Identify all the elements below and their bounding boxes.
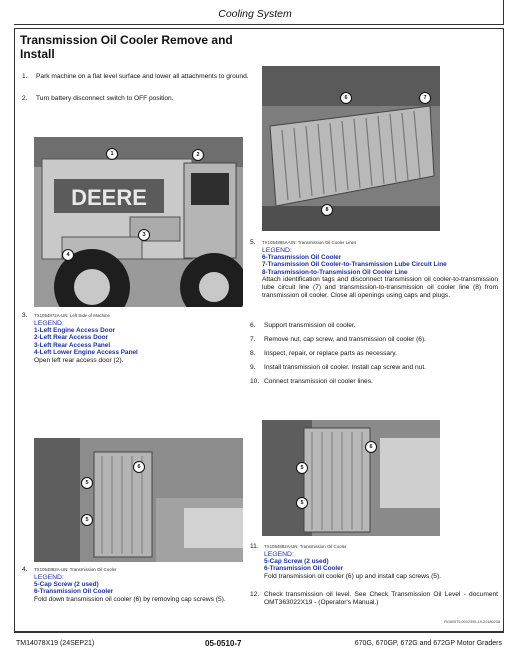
reference-code: RG60575,0002395-19-20180208 — [444, 620, 500, 624]
step-1 — [22, 73, 250, 91]
step-text: Support transmission oil cooler. — [264, 322, 356, 329]
step-text: Connect transmission oil cooler lines. — [264, 378, 373, 385]
step-10 — [250, 378, 498, 392]
callout-2: 2 — [192, 149, 204, 161]
figure-11-block — [250, 543, 498, 581]
legend-item: 6-Transmission Oil Cooler — [264, 565, 344, 573]
header-rule — [14, 24, 504, 25]
step-text: Fold down transmission oil cooler (6) by removing cap screws (5). — [34, 595, 226, 603]
step-number: 1. — [22, 73, 28, 80]
step-2 — [22, 95, 250, 105]
figure-caption: TX1054885A-UN: Transmission Oil Cooler Lines — [262, 240, 357, 245]
legend-item: 4-Left Lower Engine Access Panel — [34, 349, 138, 357]
photo-transmission-oil-cooler-lines — [262, 66, 440, 231]
step-7 — [250, 336, 498, 350]
legend-item: 7-Transmission Oil Cooler-to-Transmission Lube Circuit Line — [262, 261, 447, 269]
callout-8: 8 — [321, 204, 333, 216]
footer-machine-models: 670G, 670GP, 672G and 672GP Motor Graders — [354, 640, 502, 647]
step-number: 2. — [22, 95, 28, 102]
callout-4: 4 — [62, 249, 74, 261]
legend-item: 3-Left Rear Access Panel — [34, 341, 111, 349]
step-number: 6. — [250, 322, 256, 329]
legend-item: 6-Transmission Oil Cooler — [34, 588, 114, 596]
legend-item: 1-Left Engine Access Door — [34, 327, 116, 334]
footer-document-id: TM14078X19 (24SEP21) — [16, 640, 95, 647]
step-text: Install transmission oil cooler. Install cap screw and nut. — [264, 364, 426, 371]
section-title: Transmission Oil Cooler Remove and Install — [20, 33, 233, 61]
step-text: Attach identification tags and disconnect transmission oil cooler-to-transmission lube circuit line (7) and transmission-to-transmission oil cooler line (8) from transmission oil cooler. Close all openings using caps and plugs. — [262, 276, 498, 300]
callout-5-lower: 5 — [81, 514, 93, 526]
callout-5-upper: 5 — [81, 477, 93, 489]
figure-number: 11. — [250, 543, 259, 550]
deere-logo: DEERE — [71, 185, 147, 210]
figure-4-block — [22, 566, 250, 604]
figure-caption: TX1054872A-UN: Left Side of Machine — [34, 313, 110, 318]
figure-number: 3. — [22, 312, 28, 319]
step-12 — [250, 591, 498, 609]
footer-page-number: 05-0510-7 — [205, 639, 242, 648]
cooler-up-illustration — [262, 420, 440, 536]
page-header-title: Cooling System — [218, 8, 292, 20]
figure-caption: TX1054882A-UN: Transmission Oil Cooler — [264, 544, 347, 549]
callout-6: 6 — [133, 461, 145, 473]
callout-6: 6 — [365, 441, 377, 453]
step-text: Check transmission oil level. See Check Transmission Oil Level - document OMT363022X19 - (Operator's Manual.) — [264, 591, 498, 607]
legend-item: 5-Cap Screw (2 used) — [34, 581, 99, 588]
step-number: 9. — [250, 364, 256, 371]
cooler-folded-illustration — [34, 438, 243, 562]
step-8 — [250, 350, 498, 364]
step-number: 10. — [250, 378, 260, 385]
step-9 — [250, 364, 498, 378]
cooler-lines-illustration — [262, 66, 440, 231]
legend-item: 5-Cap Screw (2 used) — [264, 558, 329, 565]
step-text: Remove nut, cap screw, and transmission oil cooler (6). — [264, 336, 426, 343]
legend-title: LEGEND: — [262, 247, 292, 254]
legend-item: 8-Transmission-to-Transmission Oil Cooler Line — [262, 268, 408, 276]
step-text: Open left rear access door (2). — [34, 356, 124, 364]
legend-item: 2-Left Rear Access Door — [34, 334, 108, 342]
figure-caption: TX1054882A-UN: Transmission Oil Cooler — [34, 567, 117, 572]
callout-7: 7 — [419, 92, 431, 104]
photo-transmission-oil-cooler-folded-up — [262, 420, 440, 536]
step-number: 7. — [250, 336, 256, 343]
step-text: Inspect, repair, or replace parts as necessary. — [264, 350, 397, 357]
figure-number: 5. — [250, 239, 256, 246]
legend-title: LEGEND: — [264, 551, 294, 558]
step-text: Turn battery disconnect switch to OFF position. — [36, 95, 174, 102]
step-number: 8. — [250, 350, 256, 357]
step-text: Park machine on a flat level surface and lower all attachments to ground. — [36, 73, 249, 80]
step-6 — [250, 322, 498, 336]
footer-rule — [14, 632, 504, 633]
legend-item: 6-Transmission Oil Cooler — [262, 254, 342, 261]
callout-1: 1 — [106, 148, 118, 160]
header-right-tick — [503, 0, 504, 25]
callout-5-lower: 5 — [296, 497, 308, 509]
photo-transmission-oil-cooler-folded-down — [34, 438, 243, 562]
figure-3-block — [22, 312, 250, 365]
callout-5-upper: 5 — [296, 462, 308, 474]
callout-6: 6 — [340, 92, 352, 104]
figure-5-block — [250, 239, 498, 300]
step-number: 12. — [250, 591, 260, 598]
legend-title: LEGEND: — [34, 574, 64, 581]
machine-illustration — [34, 137, 243, 307]
steps-6-to-10 — [250, 322, 498, 392]
callout-3: 3 — [138, 229, 150, 241]
legend-title: LEGEND: — [34, 320, 64, 327]
photo-left-side-of-machine — [34, 137, 243, 307]
step-text: Fold transmission oil cooler (6) up and install cap screws (5). — [264, 572, 442, 580]
figure-number: 4. — [22, 566, 28, 573]
